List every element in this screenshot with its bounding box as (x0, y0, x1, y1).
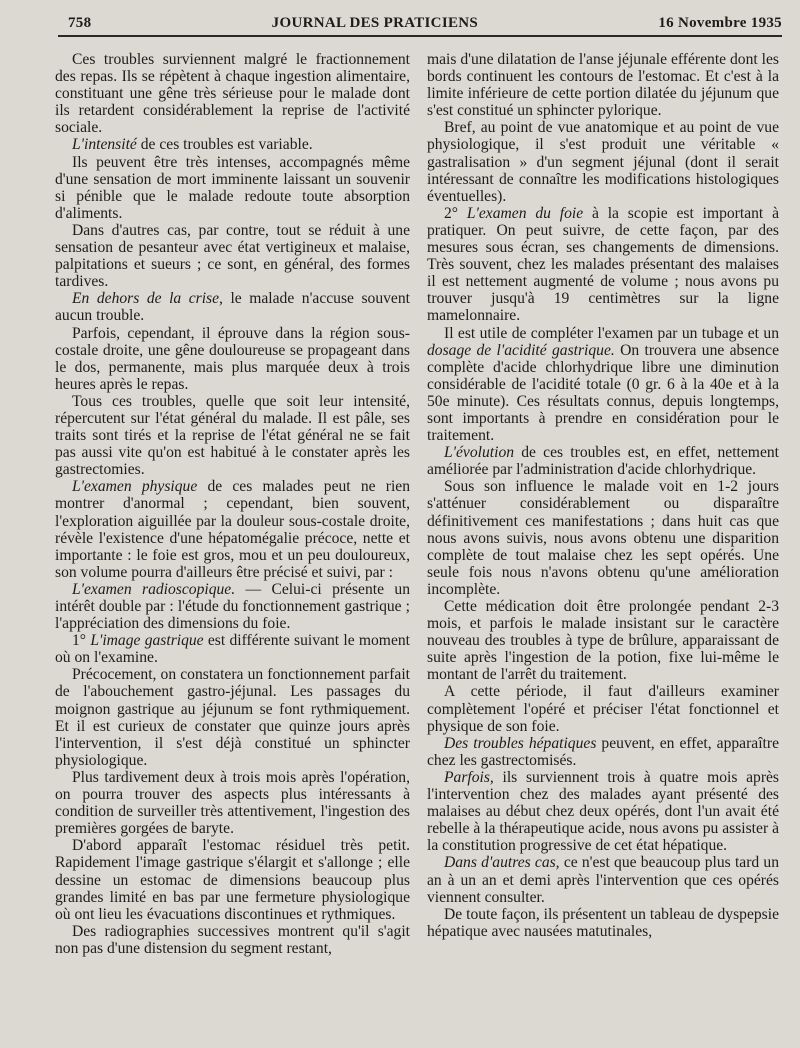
paragraph: Ils peuvent être très intenses, accompagnés même d'une sensation de mort imminente laissant un souvenir si pénible que le malade redoute toute absorption d'aliments. (55, 153, 410, 222)
page-number: 758 (68, 14, 92, 31)
italic-lead: Des troubles hépatiques (444, 734, 597, 752)
paragraph: Ces troubles surviennent malgré le fractionnement des repas. Ils se répètent à chaque ingestion alimentaire, constituant une gêne très sérieuse pour le malade dont ils retardent considérablement la reprise de l'activité sociale. (55, 51, 410, 137)
paragraph: Bref, au point de vue anatomique et au point de vue physiologique, il s'est produit une véritable « gastralisation » d'un segment jéjunal (dont il serait intéressant de connaître les modifications histologiques éventuelles). (427, 119, 779, 205)
paragraph: L'examen radioscopique. — Celui-ci présente un intérêt double par : l'étude du fonctionnement gastrique ; l'appréciation des dimensions du foie. (55, 580, 410, 633)
paragraph: D'abord apparaît l'estomac résiduel très petit. Rapidement l'image gastrique s'élargit et s'allonge ; elle dessine un estomac de dimensions beaucoup plus grandes limité en bas par une fermeture physiologique où ont lieu les évacuations discontinues et rythmiques. (55, 837, 410, 923)
journal-title: JOURNAL DES PRATICIENS (271, 14, 479, 31)
paragraph: Sous son influence le malade voit en 1-2 jours s'atténuer considérablement ou disparaître définitivement ces manifestations ; dans huit cas que nous avons suivis, nous avons obtenu une disparition complète de tout malaise chez les sept opérés. Une seule fois nous n'avons obtenu qu'une amélioration incomplète. (427, 478, 779, 598)
paragraph: mais d'une dilatation de l'anse jéjunale efférente dont les bords continuent les contours de l'estomac. Et c'est à la limite inférieure de cette portion dilatée du jéjunum que s'est constitué un sphincter pylorique. (427, 51, 779, 120)
paragraph: En dehors de la crise, le malade n'accuse souvent aucun trouble. (55, 290, 410, 325)
italic-lead: L'évolution (444, 444, 515, 462)
paragraph: Parfois, cependant, il éprouve dans la région sous-costale droite, une gêne douloureuse se propageant dans le dos, permanente, mais plus marquée deux à trois heures après le repas. (55, 324, 410, 393)
paragraph: Plus tardivement deux à trois mois après l'opération, on pourra trouver des aspects plus intéressants à condition de surveiller très attentivement, l'ingestion des premières gorgées de baryte. (55, 768, 410, 838)
paragraph: Des troubles hépatiques peuvent, en effet, apparaître chez les gastrectomisés. (427, 734, 779, 769)
paragraph: 1° L'image gastrique est différente suivant le moment où on l'examine. (55, 632, 410, 667)
paragraph: Parfois, ils surviennent trois à quatre mois après l'intervention chez des malades ayant présenté des malaises au début chez deux opérés, dont l'un avait été rebelle à la thérapeutique acide, nous avons pu assister à la constitution progressive de cet état hépatique. (427, 768, 779, 855)
paragraph: Tous ces troubles, quelle que soit leur intensité, répercutent sur l'état général du malade. Il est pâle, ses traits sont tirés et la reprise de l'état général ne se fait pas aussi vite qu'on est habitué à le constater après les gastrectomies. (55, 392, 410, 479)
paragraph: 2° L'examen du foie à la scopie est important à pratiquer. On peut suivre, de cette façon, par des mesures sous écran, ses changements de dimensions. Très souvent, chez les malades présentant des malaises il est nettement augmenté de volume ; nous avons pu trouver jusqu'à 19 centimètres sur la ligne mamelonnaire. (427, 204, 780, 325)
italic-lead: Parfois, (444, 768, 494, 786)
italic-lead: En dehors de la crise, (72, 290, 223, 308)
paragraph: Dans d'autres cas, ce n'est que beaucoup plus tard un an à un an et demi après l'intervention que ces opérés viennent consulter. (427, 854, 779, 906)
italic-lead: Dans d'autres cas, (444, 854, 560, 872)
paragraph: L'intensité de ces troubles est variable. (72, 136, 313, 154)
right-column (427, 51, 779, 940)
paragraph: Dans d'autres cas, par contre, tout se réduit à une sensation de pesanteur avec état vertigineux et malaise, palpitations et sueurs ; ce sont, en général, des formes tardives. (55, 221, 410, 291)
paragraph: A cette période, il faut d'ailleurs examiner complètement l'opéré et préciser l'état fonctionnel et physique de son foie. (427, 683, 779, 735)
italic-lead: L'examen radioscopique. (72, 580, 236, 598)
paragraph: Précocement, on constatera un fonctionnement parfait de l'abouchement gastro-jéjunal. Les passages du moignon gastrique au jéjunum se font rythmiquement. Et il est curieux de constater que quinze jours après l'intervention, il s'est déjà constitué un sphincter physiologique. (55, 666, 410, 769)
paragraph: Il est utile de compléter l'examen par un tubage et un dosage de l'acidité gastrique. On trouvera une absence complète d'acide chlorhydrique libre une diminution considérable de l'acidité totale (0 gr. 6 à la 40e et à la 50e minute). Ces résultats connus, depuis longtemps, sont importants à prendre en considération pour le traitement. (427, 324, 779, 445)
left-column (55, 51, 410, 957)
paragraph: L'examen physique de ces malades peut ne rien montrer d'anormal ; cependant, bien souvent, l'exploration aiguillée par la douleur sous-costale droite, révèle l'existence d'une hépatomégalie précoce, nette et importante : le foie est gros, mou et un peu douloureux, son volume pourra d'ailleurs être précisé et suivi, par : (55, 478, 410, 581)
header-rule (58, 35, 782, 37)
italic-lead: L'intensité (72, 136, 137, 154)
paragraph: Cette médication doit être prolongée pendant 2-3 mois, et parfois le malade insistant sur le caractère nouveau des troubles à type de brûlure, apparaissant de suite après l'ingestion de la potion, fixe lui-même le montant de l'arrêt du traitement. (427, 598, 779, 684)
italic-phrase: dosage de l'acidité gastrique. (427, 341, 615, 359)
page-header (68, 10, 782, 36)
paragraph: Des radiographies successives montrent qu'il s'agit non pas d'une distension du segment restant, (55, 922, 410, 957)
paragraph: De toute façon, ils présentent un tableau de dyspepsie hépatique avec nausées matutinales, (427, 905, 779, 940)
italic-lead: L'image gastrique (90, 632, 204, 650)
paragraph: L'évolution de ces troubles est, en effet, nettement améliorée par l'administration d'acide chlorhydrique. (427, 444, 779, 479)
italic-lead: L'examen physique (72, 478, 198, 496)
italic-lead: L'examen du foie (466, 204, 584, 222)
issue-date: 16 Novembre 1935 (658, 14, 782, 31)
